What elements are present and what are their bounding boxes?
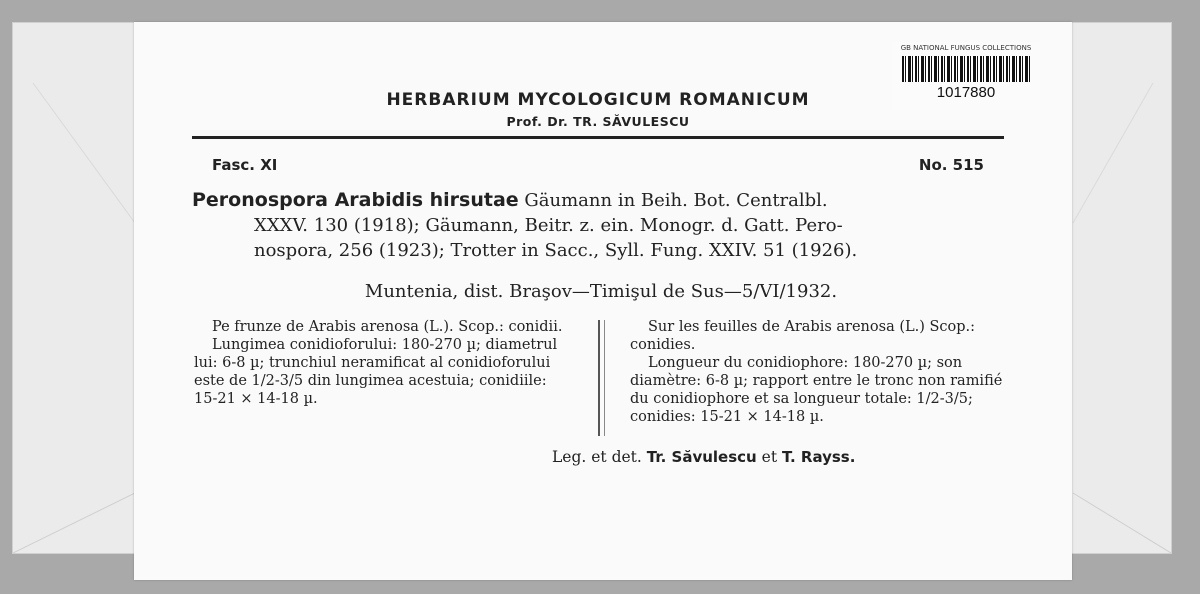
fascicle-number: Fasc. XI — [212, 156, 278, 174]
herbarium-title: HERBARIUM MYCOLOGICUM ROMANICUM — [386, 90, 810, 110]
citation-line-2: XXXV. 130 (1918); Gäumann, Beitr. z. ein. Monogr. d. Gatt. Pero- — [254, 215, 843, 236]
french-host: Sur les feuilles de Arabis arenosa (L.) Scop.: conidies. — [630, 319, 976, 353]
citation-line-3: nospora, 256 (1923); Trotter in Sacc., Syll. Fung. XXIV. 51 (1926). — [254, 240, 858, 261]
romanian-host: Pe frunze de Arabis arenosa (L.). Scop.: conidii. — [212, 319, 563, 335]
collector-conjunction: et — [761, 448, 778, 466]
french-description — [630, 318, 1010, 426]
collector-name-2: T. Rayss. — [782, 448, 856, 466]
taxon-name: Peronospora Arabidis hirsutae — [192, 189, 519, 211]
taxon-citation — [192, 188, 1010, 263]
column-divider — [598, 320, 605, 436]
collector-name-1: Tr. Săvulescu — [646, 448, 757, 466]
herbarium-subtitle: Prof. Dr. TR. SĂVULESCU — [506, 114, 690, 129]
romanian-description — [194, 318, 574, 408]
collector-line — [552, 448, 855, 466]
barcode-number: 1017880 — [936, 84, 996, 101]
romanian-measurements: Lungimea conidioforului: 180-270 µ; diametrul lui: 6-8 µ; trunchiul neramificat al conidioforului este de 1/2-3/5 din lungimea acestuia; conidiile: 15-21 × 14-18 µ. — [194, 337, 558, 407]
barcode-caption: GB NATIONAL FUNGUS COLLECTIONS — [900, 44, 1032, 52]
collector-prefix: Leg. et det. — [552, 448, 642, 466]
french-measurements: Longueur du conidiophore: 180-270 µ; son diamètre: 6-8 µ; rapport entre le tronc non ramifié du conidiophore et sa longueur totale: 1/2-3/5; conidies: 15-21 × 14-18 µ. — [630, 355, 1003, 425]
citation-line-1: Gäumann in Beih. Bot. Centralbl. — [524, 190, 828, 211]
barcode — [902, 56, 1030, 82]
locality: Muntenia, dist. Braşov—Timişul de Sus—5/VI/1932. — [364, 281, 838, 302]
header-rule — [192, 136, 1004, 139]
specimen-number: No. 515 — [918, 156, 984, 174]
